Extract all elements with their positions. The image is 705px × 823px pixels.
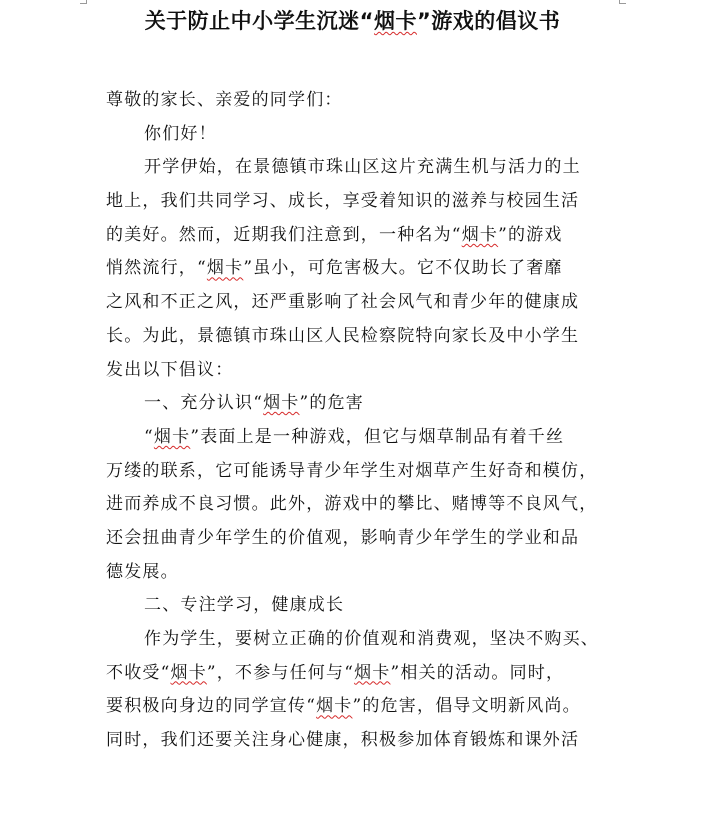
- paragraph-line: 的美好。然而，近期我们注意到，一种名为“烟卡”的游戏: [106, 224, 563, 245]
- salutation-line: 尊敬的家长、亲爱的同学们：: [106, 90, 343, 110]
- paragraph-line: 同时，我们还要关注身心健康，积极参加体育锻炼和课外活: [106, 730, 580, 751]
- paragraph-line: 不收受“烟卡”，不参与任何与“烟卡”相关的活动。同时，: [106, 662, 565, 683]
- paragraph-line: 发出以下倡议：: [106, 359, 234, 380]
- greeting-line: 你们好！: [144, 123, 217, 144]
- paragraph-line: 之风和不正之风，还严重影响了社会风气和青少年的健康成: [106, 292, 580, 313]
- spellcheck-flag: 烟卡: [354, 662, 391, 683]
- spellcheck-flag: 烟卡: [206, 258, 244, 279]
- paragraph-line: 作为学生，要树立正确的价值观和消费观，坚决不购买、: [144, 629, 599, 649]
- spellcheck-flag: 烟卡: [374, 9, 417, 33]
- paragraph-line: 悄然流行，“烟卡”虽小，可危害极大。它不仅助长了奢靡: [106, 258, 563, 279]
- document-body: [106, 84, 618, 758]
- paragraph-line: 德发展。: [106, 561, 179, 582]
- paragraph-line: 还会扭曲青少年学生的价值观，影响青少年学生的学业和品: [106, 527, 580, 548]
- paragraph-line: 地上，我们共同学习、成长，享受着知识的滋养与校园生活: [106, 191, 580, 212]
- spellcheck-flag: 烟卡: [263, 393, 300, 414]
- section-heading: 一、充分认识“烟卡”的危害: [144, 393, 364, 414]
- paragraph-line: 要积极向身边的同学宣传“烟卡”的危害，倡导文明新风尚。: [106, 696, 581, 717]
- spellcheck-flag: 烟卡: [170, 662, 207, 683]
- paragraph-line: 长。为此，景德镇市珠山区人民检察院特向家长及中小学生: [106, 325, 580, 346]
- spellcheck-flag: 烟卡: [153, 426, 191, 447]
- paragraph-line: “烟卡”表面上是一种游戏，但它与烟草制品有着千丝: [144, 426, 565, 447]
- document-title: 关于防止中小学生沉迷“烟卡”游戏的倡议书: [144, 9, 561, 33]
- spellcheck-flag: 烟卡: [316, 696, 353, 717]
- section-heading: 二、专注学习，健康成长: [144, 595, 345, 616]
- paragraph-line: 进而养成不良习惯。此外，游戏中的攀比、赌博等不良风气，: [106, 494, 598, 515]
- paragraph-line: 开学伊始，在景德镇市珠山区这片充满生机与活力的土: [144, 157, 581, 178]
- spellcheck-flag: 烟卡: [461, 224, 499, 245]
- paragraph-line: 万缕的联系，它可能诱导青少年学生对烟草产生好奇和模仿，: [106, 460, 598, 481]
